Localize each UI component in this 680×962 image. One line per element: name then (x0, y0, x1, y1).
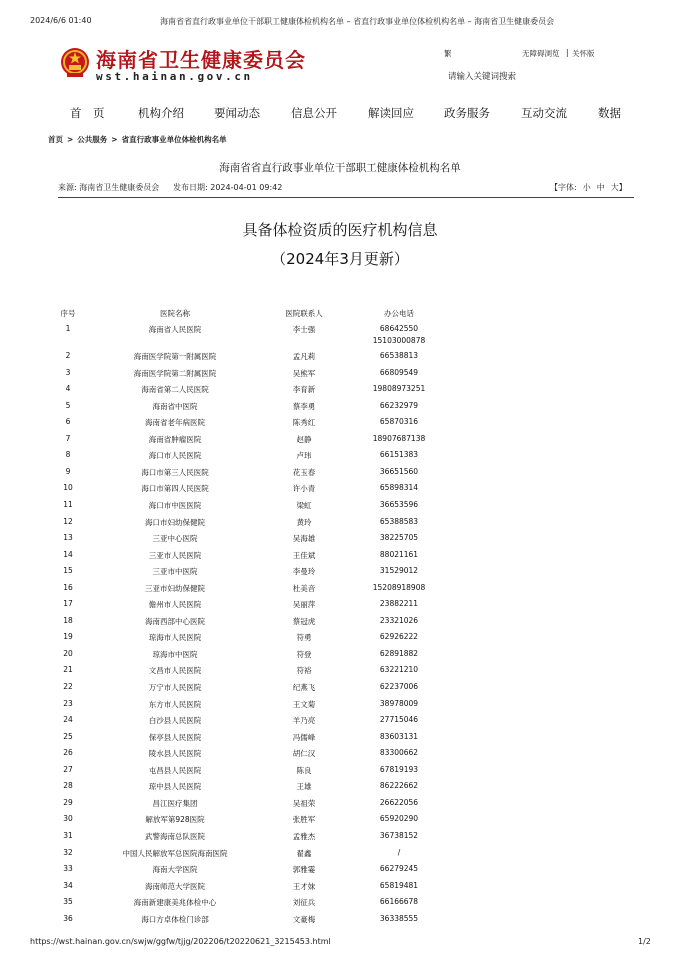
contact-person: 羊乃亮 (292, 716, 316, 726)
row-number: 19 (63, 632, 73, 642)
hospital-name: 琼中县人民医院 (148, 782, 202, 792)
row-number: 16 (63, 582, 73, 592)
contact-person: 赵静 (296, 434, 312, 444)
font-large-button[interactable]: 大】 (610, 183, 627, 192)
contact-person: 张胜军 (292, 815, 316, 825)
traditional-chinese-link[interactable]: 繁 (444, 49, 452, 58)
office-phone: 23321026 (379, 615, 419, 625)
hospital-name: 白沙县人民医院 (148, 716, 202, 726)
font-size-label: 【字体: (550, 183, 577, 192)
contact-person: 王佳斌 (292, 550, 316, 560)
office-phone: 66538813 (379, 351, 419, 360)
hospital-name: 海口市人民医院 (148, 451, 202, 461)
row-number: 8 (65, 450, 71, 460)
contact-person: 吴丽萍 (292, 600, 316, 610)
contact-person: 卢玮 (296, 451, 312, 461)
office-phone: 66232979 (379, 400, 419, 410)
row-number: 13 (63, 533, 73, 543)
office-phone: 63221210 (379, 665, 419, 675)
row-number: 35 (63, 897, 73, 907)
row-number: 18 (63, 615, 73, 625)
row-number: 34 (63, 880, 73, 890)
row-number: 32 (63, 847, 73, 857)
row-number: 6 (65, 417, 71, 427)
contact-person: 吴熊军 (292, 368, 316, 378)
office-phone: 66279245 (379, 864, 419, 874)
contact-person: 孟凡莉 (292, 352, 316, 361)
hospital-name: 三亚市人民医院 (148, 550, 202, 560)
row-number: 14 (63, 549, 73, 559)
office-phone: 65819481 (379, 880, 419, 890)
office-phone: 36338555 (379, 913, 419, 923)
font-size-control (550, 182, 627, 193)
nav-home[interactable]: 首 页 (70, 106, 105, 120)
hospital-name: 海南新建康美兆体检中心 (133, 898, 217, 908)
search-input[interactable]: 请输入关键词搜索 (448, 72, 517, 82)
hospital-name: 海南省人民医院 (148, 325, 202, 334)
row-number: 20 (63, 648, 73, 658)
article-source: 来源: 海南省卫生健康委员会 (58, 183, 160, 192)
nav-gov-services[interactable]: 政务服务 (444, 106, 490, 120)
column-header-hospital: 医院名称 (160, 309, 190, 318)
office-phone: 38978009 (379, 698, 419, 708)
contact-person: 黄玲 (296, 517, 312, 527)
hospital-name: 海南省老年病医院 (145, 418, 205, 428)
contact-person: 陈良 (296, 765, 312, 775)
office-phone: 19808973251 (372, 384, 426, 394)
contact-person: 梁虹 (296, 500, 312, 510)
office-phone: 27715046 (379, 715, 419, 725)
main-nav (0, 105, 680, 123)
hospital-name: 屯昌县人民医院 (148, 765, 202, 775)
hospital-name: 海南医学院第一附属医院 (133, 352, 217, 361)
hospital-name: 东方市人民医院 (148, 699, 202, 709)
office-phone: 38225705 (379, 533, 419, 543)
row-number: 17 (63, 599, 73, 609)
nav-info-disclosure[interactable]: 信息公开 (291, 106, 337, 120)
row-number: 31 (63, 830, 73, 840)
breadcrumb-current[interactable]: 省直行政事业单位体检机构名单 (121, 135, 227, 144)
hospital-name: 海南师范大学医院 (145, 881, 205, 891)
hospital-name: 万宁市人民医院 (148, 683, 202, 692)
hospital-name: 儋州市人民医院 (148, 600, 202, 610)
contact-person: 符裕 (296, 666, 312, 676)
row-number: 2 (65, 351, 71, 360)
contact-person: 许小青 (292, 484, 316, 494)
contact-person: 李曼玲 (292, 567, 316, 577)
row-number: 29 (63, 797, 73, 807)
contact-person: 陈秀红 (292, 418, 316, 428)
nav-institution[interactable]: 机构介绍 (138, 106, 184, 120)
print-footer-url: https://wst.hainan.gov.cn/swjw/ggfw/tjjg/202206/t20220621_3215453.html (30, 937, 331, 946)
row-number: 1 (65, 324, 71, 333)
office-phone-secondary: 15103000878 (372, 336, 426, 345)
office-phone: 36653596 (379, 499, 419, 509)
breadcrumb-sep: > (111, 135, 118, 144)
breadcrumb-home[interactable]: 首页 (48, 135, 63, 144)
office-phone: 65920290 (379, 814, 419, 824)
row-number: 15 (63, 566, 73, 576)
office-phone: 86222662 (379, 781, 419, 791)
hospital-name: 海南省第二人民医院 (141, 385, 209, 395)
row-number: 12 (63, 516, 73, 526)
content-subheading: （2024年3月更新） (271, 250, 409, 268)
hospital-name: 海南省中医院 (152, 401, 198, 411)
contact-person: 孟雅杰 (292, 831, 316, 841)
row-number: 24 (63, 715, 73, 725)
row-number: 27 (63, 764, 73, 774)
contact-person: 吴祖荣 (292, 798, 316, 808)
hospital-name: 海南西部中心医院 (145, 616, 205, 626)
breadcrumb-sep: > (67, 135, 74, 144)
row-number: 10 (63, 483, 73, 493)
font-small-button[interactable]: 小 (582, 183, 591, 192)
office-phone: 67819193 (379, 764, 419, 774)
contact-person: 王雄 (296, 782, 312, 792)
office-phone: 83603131 (379, 731, 419, 741)
print-date: 2024/6/6 01:40 (30, 16, 92, 25)
office-phone: 65870316 (379, 417, 419, 427)
office-phone: / (397, 847, 401, 857)
print-page-title: 海南省省直行政事业单位干部职工健康体检机构名单 – 省直行政事业单位体检机构名单 – 海南省卫生健康委员会 (160, 17, 555, 26)
hospital-name: 海南医学院第二附属医院 (133, 368, 217, 378)
office-phone: 83300662 (379, 748, 419, 758)
office-phone: 66151383 (379, 450, 419, 460)
row-number: 23 (63, 698, 73, 708)
nav-data[interactable]: 数据 (598, 106, 621, 120)
contact-person: 郭雅霎 (292, 865, 316, 875)
office-phone: 18907687138 (372, 433, 426, 443)
hospital-name: 解放军第928医院 (145, 815, 205, 825)
hospital-name: 中国人民解放军总医院海南医院 (122, 848, 228, 858)
hospital-name: 海南省肿瘤医院 (148, 434, 202, 444)
row-number: 25 (63, 731, 73, 741)
hospital-name: 昌江医疗集团 (152, 798, 198, 808)
row-number: 3 (65, 367, 71, 377)
office-phone: 62926222 (379, 632, 419, 642)
office-phone: 36651560 (379, 466, 419, 476)
row-number: 11 (63, 499, 73, 509)
hospital-name: 海口方卓体检门诊部 (141, 914, 209, 924)
nav-interaction[interactable]: 互动交流 (521, 106, 567, 120)
national-emblem-icon[interactable] (60, 46, 90, 80)
hospital-name: 三亚市中医院 (152, 567, 198, 577)
site-url: wst.hainan.gov.cn (96, 70, 253, 83)
office-phone: 66809549 (379, 367, 419, 377)
accessible-browse-link[interactable]: 无障碍浏览 (522, 49, 560, 58)
contact-person: 杜美音 (292, 583, 316, 593)
office-phone: 26622056 (379, 797, 419, 807)
row-number: 33 (63, 864, 73, 874)
office-phone: 62891882 (379, 648, 419, 658)
office-phone: 68642550 (379, 324, 419, 333)
hospital-name: 三亚中心医院 (152, 534, 198, 544)
font-medium-button[interactable]: 中 (596, 183, 605, 192)
breadcrumb-public-services[interactable]: 公共服务 (77, 135, 108, 144)
hospital-name: 海南大学医院 (152, 865, 198, 875)
office-phone: 15208918908 (372, 582, 426, 592)
nav-news[interactable]: 要闻动态 (214, 106, 260, 120)
contact-person: 符勇 (296, 633, 312, 643)
content-heading: 具备体检资质的医疗机构信息 (242, 221, 438, 239)
office-phone: 65898314 (379, 483, 419, 493)
hospital-name: 海口市中医医院 (148, 500, 202, 510)
hospital-name: 陵水县人民医院 (148, 749, 202, 759)
contact-person: 蔡冠虎 (292, 616, 316, 626)
header-divider (58, 197, 634, 198)
contact-person: 吴海雄 (292, 534, 316, 544)
contact-person: 蔡李勇 (292, 401, 316, 411)
hospital-name: 文昌市人民医院 (148, 666, 202, 676)
office-phone: 88021161 (379, 549, 419, 559)
contact-person: 胡仁汉 (292, 749, 316, 759)
contact-person: 李育新 (292, 385, 316, 395)
contact-person: 王才妹 (292, 881, 316, 891)
column-header-phone: 办公电话 (384, 309, 414, 318)
hospital-name: 海口市第四人民医院 (141, 484, 209, 494)
nav-interpretation[interactable]: 解读回应 (368, 106, 414, 120)
article-title: 海南省省直行政事业单位干部职工健康体检机构名单 (219, 162, 461, 174)
site-name[interactable]: 海南省卫生健康委员会 (96, 48, 306, 72)
office-phone: 36738152 (379, 830, 419, 840)
row-number: 5 (65, 400, 71, 410)
contact-person: 符登 (296, 649, 312, 659)
contact-person: 纪燕飞 (292, 683, 316, 692)
topbar-separator: | (566, 48, 569, 57)
contact-person: 冯儒峰 (292, 732, 316, 742)
contact-person: 李士强 (292, 325, 316, 334)
row-number: 4 (65, 384, 71, 394)
contact-person: 文豪梅 (292, 914, 316, 924)
office-phone: 23882211 (379, 599, 419, 609)
contact-person: 花玉春 (292, 467, 316, 477)
row-number: 7 (65, 433, 71, 443)
care-mode-link[interactable]: 关怀版 (572, 49, 595, 58)
hospital-name: 琼海市人民医院 (148, 633, 202, 643)
contact-person: 翟鑫 (296, 848, 312, 858)
hospital-name: 琼海市中医院 (152, 649, 198, 659)
row-number: 22 (63, 682, 73, 691)
office-phone: 66166678 (379, 897, 419, 907)
hospital-name: 三亚市妇幼保健院 (145, 583, 205, 593)
hospital-name: 海口市妇幼保健院 (145, 517, 205, 527)
hospital-name: 保亭县人民医院 (148, 732, 202, 742)
column-header-contact: 医院联系人 (285, 309, 323, 318)
contact-person: 刘征兵 (292, 898, 316, 908)
hospital-name: 海口市第三人民医院 (141, 467, 209, 477)
breadcrumb (48, 134, 231, 145)
row-number: 28 (63, 781, 73, 791)
office-phone: 62237006 (379, 682, 419, 691)
contact-person: 王文菊 (292, 699, 316, 709)
row-number: 26 (63, 748, 73, 758)
row-number: 9 (65, 466, 71, 476)
row-number: 21 (63, 665, 73, 675)
row-number: 36 (63, 913, 73, 923)
column-header-number: 序号 (60, 309, 76, 318)
row-number: 30 (63, 814, 73, 824)
hospital-name: 武警海南总队医院 (145, 831, 205, 841)
office-phone: 65388583 (379, 516, 419, 526)
print-page-number: 1/2 (638, 937, 651, 946)
article-date: 发布日期: 2024-04-01 09:42 (173, 183, 283, 192)
office-phone: 31529012 (379, 566, 419, 576)
